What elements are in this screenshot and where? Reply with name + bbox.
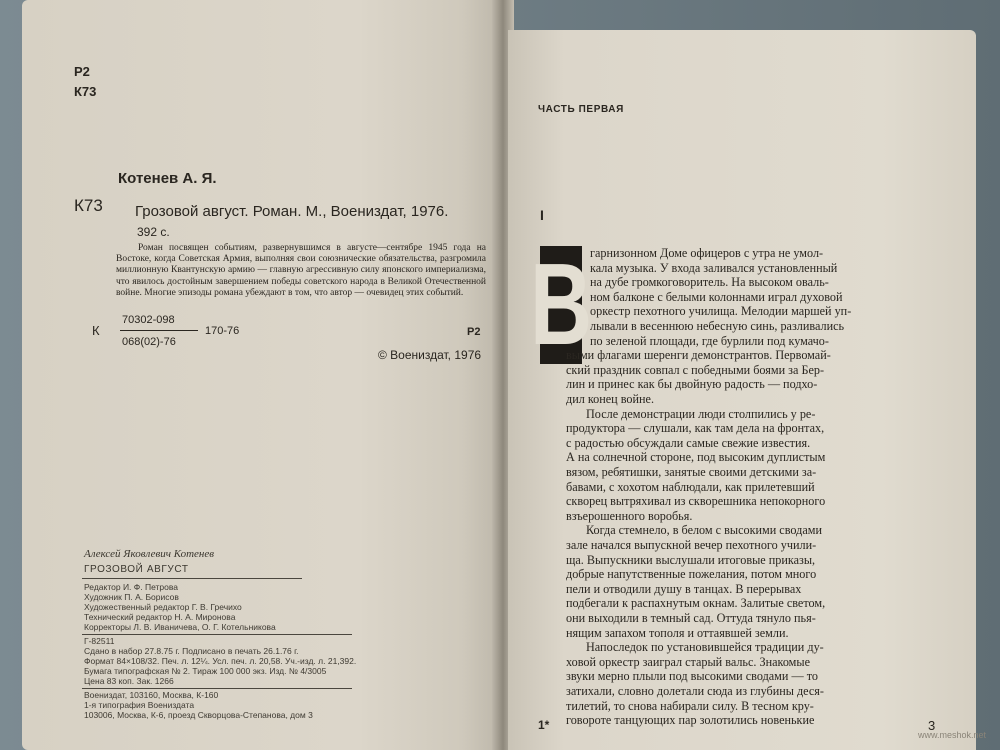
part-title: ЧАСТЬ ПЕРВАЯ [538, 104, 624, 115]
copyright-line: © Воениздат, 1976 [378, 348, 482, 362]
text-line: ща. Выпускники выслушали итоговые приказы, [566, 552, 816, 567]
imprint-author: Алексей Яковлевич Котенев [84, 548, 215, 560]
text-line: пели и отводили душу в танцах. В перерывах [566, 581, 802, 596]
imprint-line: Художник П. А. Борисов [84, 592, 179, 602]
text-line: взъерошенного воробья. [566, 508, 693, 523]
text-line: лин и принес как бы двойную радость — подхо- [566, 377, 818, 392]
text-line: подбегали к распахнутым окнам. Залитые светом, [566, 596, 826, 611]
library-code-1: Р2 [74, 64, 90, 79]
imprint-rule [82, 688, 352, 689]
index-fraction-bar [120, 330, 198, 331]
text-line: дил конец войне. [566, 392, 655, 406]
text-line: звуки мерно плыли под высокими сводами — то [566, 669, 818, 684]
classification-code: Р2 [467, 326, 481, 338]
text-line: Напоследок по установившейся традиции ду- [586, 640, 824, 655]
index-denominator: 068(02)-76 [122, 336, 176, 348]
text-line: ном балконе с белыми колоннами играл духовой [590, 289, 843, 304]
text-line: оркестр пехотного училища. Мелодии маршей уп- [590, 304, 852, 319]
imprint-line: Формат 84×108/32. Печ. л. 12¼. Усл. печ. л. 20,58. Уч.-изд. л. 21,392. [84, 656, 357, 666]
text-line: они выходили в темный сад. Оттуда тянуло пья- [566, 611, 816, 625]
text-line: тилетий, то снова набирали силу. В тесном кру- [566, 698, 814, 713]
imprint-title: ГРОЗОВОЙ АВГУСТ [84, 564, 189, 575]
text-line: ский праздник совпал с победными боями за Бер- [566, 362, 825, 377]
imprint-line: Воениздат, 103160, Москва, К-160 [84, 690, 219, 700]
catalog-code: К73 [74, 196, 103, 215]
drop-cap [529, 240, 593, 370]
imprint-line: Цена 83 коп. Зак. 1266 [84, 676, 174, 686]
text-line: лывали в весеннюю небесную синь, разливались [590, 319, 845, 333]
text-line: А на солнечной стороне, под высоким дуплистым [566, 450, 826, 465]
imprint-line: Технический редактор Н. А. Миронова [84, 612, 236, 622]
text-line: Когда стемнело, в белом с высокими сводами [586, 523, 822, 538]
text-line: бавами, с хохотом наблюдали, как прилетевший [566, 479, 815, 494]
imprint-line: Сдано в набор 27.8.75 г. Подписано в печать 26.1.76 г. [84, 646, 299, 656]
index-numerator: 70302-098 [122, 314, 175, 326]
text-line: с радостью обсуждали самые свежие известия. [566, 435, 811, 450]
text-line: затихали, словно долетали сюда из глубины деся- [566, 684, 824, 698]
index-number: 170-76 [205, 325, 240, 337]
text-line: скворец вытряхивал из скворешника непокорного [566, 494, 826, 509]
text-line: кала музыка. У входа заливался установленный [590, 260, 838, 275]
chapter-number: I [540, 207, 544, 223]
text-line: ховой оркестр заиграл старый вальс. Знакомые [566, 654, 810, 669]
text-line: по зеленой площади, где бурлили под кумачо- [590, 333, 829, 348]
text-line: говороте танцующих пар золотились новенькие [566, 713, 815, 728]
text-line: зале начался выпускной вечер пехотного учили- [566, 538, 817, 552]
page-number: 3 [928, 718, 936, 733]
index-letter: К [92, 323, 100, 338]
text-line: гарнизонном Доме офицеров с утра не умол- [590, 246, 824, 260]
text-line: на дубе громкоговоритель. На высоком оваль- [590, 275, 829, 290]
text-line: вязом, ребятишки, занятые своими детскими за- [566, 465, 817, 479]
page-count: 392 с. [137, 225, 170, 239]
text-line: продуктора — слушали, как там дела на фронтах, [566, 421, 825, 436]
drop-cap-letter: В [529, 240, 593, 370]
book-annotation: Роман посвящен событиям, развернувшимся в августе—сентябре 1945 года на Востоке, когда Советская Армия, выполняя свои союзнические обязательства, разгромила миллионную Квантунскую армию — главную агрессивную силу японского империализма, что явилось достойным завершением победы советского народа в Великой Отечественной войне. Многие эпизоды романа убеждают в том, что автор — очевидец этих событий. [116, 243, 486, 298]
book-title-line: Грозовой август. Роман. М., Воениздат, 1976. [135, 203, 449, 220]
text-line: выми флагами шеренги демонстрантов. Первомай- [566, 348, 831, 363]
watermark: www.meshok.net [918, 730, 987, 740]
imprint-line: 103006, Москва, К-6, проезд Скворцова-Степанова, дом 3 [84, 710, 313, 720]
book-author: Котенев А. Я. [118, 170, 217, 187]
text-line: нящим запахом тополя и оттаявшей земли. [566, 625, 789, 640]
signature-mark: 1* [538, 718, 550, 732]
imprint-line: Художественный редактор Г. В. Гречихо [84, 602, 242, 612]
imprint-line: Редактор И. Ф. Петрова [84, 582, 179, 592]
imprint-line: 1-я типография Воениздата [84, 700, 195, 710]
imprint-line: Корректоры Л. В. Иваничева, О. Г. Котельникова [84, 622, 276, 632]
imprint-line: Бумага типографская № 2. Тираж 100 000 экз. Изд. № 4/3005 [84, 666, 327, 676]
library-code-2: К73 [74, 84, 97, 99]
imprint-rule [82, 634, 352, 635]
imprint-rule [82, 578, 302, 579]
text-line: После демонстрации люди столпились у ре- [586, 406, 816, 421]
imprint-line: Г-82511 [84, 636, 115, 646]
text-line: добрые напутственные пожелания, потом много [566, 567, 817, 582]
